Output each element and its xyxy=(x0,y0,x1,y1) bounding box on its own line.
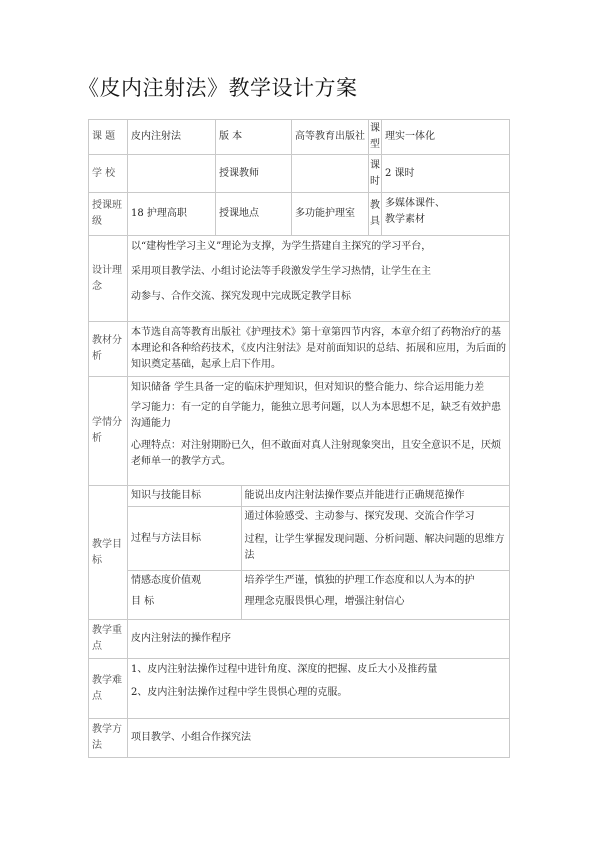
school-value xyxy=(128,155,216,193)
goal-knowledge-label: 知识与技能目标 xyxy=(128,486,241,507)
goal-process-line2: 过程，让学生掌握发现问题、分析问题、解决问题的思维方法 xyxy=(244,534,505,561)
edition-value: 高等教育出版社 xyxy=(292,120,369,155)
difficulty-item1: 1、皮内注射法操作过程中进针角度、深度的把握、皮丘大小及推药量 xyxy=(131,664,438,675)
material-label: 教材分析 xyxy=(89,322,128,377)
teacher-value xyxy=(292,155,369,193)
info-row-class xyxy=(89,193,510,236)
goal-process-label: 过程与方法目标 xyxy=(128,507,241,571)
school-label: 学 校 xyxy=(89,155,128,193)
goals-row xyxy=(89,486,510,620)
goal-process-line1: 通过体验感受、主动参与、探究发现、交流合作学习 xyxy=(244,511,475,522)
difficulty-content xyxy=(128,659,510,719)
goal-emotion-label-line2: 目 标 xyxy=(131,596,155,607)
key-row xyxy=(89,620,510,659)
method-label: 教学方法 xyxy=(89,719,128,758)
edition-label: 版 本 xyxy=(216,120,292,155)
type-label: 课型 xyxy=(369,120,382,155)
goal-emotion-text xyxy=(241,571,509,619)
key-label: 教学重点 xyxy=(89,620,128,659)
goal-emotion-row xyxy=(128,571,509,619)
difficulty-row xyxy=(89,659,510,719)
learner-label: 学情分析 xyxy=(89,377,128,486)
goal-process-row xyxy=(128,507,509,571)
learner-row xyxy=(89,377,510,486)
learner-ability: 学习能力：有一定的自学能力，能独立思考问题，以人为本思想不足，缺乏有效护患沟通能力 xyxy=(131,402,501,429)
page-title: 《皮内注射法》教学设计方案 xyxy=(78,76,358,100)
learner-psych: 心理特点：对注射期盼已久，但不敢面对真人注射现象突出，且安全意识不足，厌烦老师单一的教学方式。 xyxy=(131,440,501,467)
class-label: 授课班级 xyxy=(89,193,128,236)
place-value: 多功能护理室 xyxy=(292,193,369,236)
difficulty-item2: 2、皮内注射法操作过程中学生畏惧心理的克服。 xyxy=(131,687,348,698)
material-row xyxy=(89,322,510,377)
method-row xyxy=(89,719,510,758)
concept-row xyxy=(89,236,510,322)
tools-label: 教具 xyxy=(369,193,382,236)
goal-emotion-label xyxy=(128,571,241,619)
key-text: 皮内注射法的操作程序 xyxy=(128,620,510,659)
concept-label: 设计理念 xyxy=(89,236,128,322)
hours-value: 2 课时 xyxy=(382,155,510,193)
goal-emotion-label-line1: 情感态度价值观 xyxy=(131,575,201,586)
goal-emotion-line2: 理理念克服畏惧心理，增强注射信心 xyxy=(244,596,405,607)
difficulty-label: 教学难点 xyxy=(89,659,128,719)
class-value: 18 护理高职 xyxy=(128,193,216,236)
goals-subtable xyxy=(128,486,509,619)
concept-line2: 采用项目教学法、小组讨论法等手段激发学生学习热情，让学生在主 xyxy=(131,266,431,277)
tools-value xyxy=(382,193,510,236)
goal-emotion-line1: 培养学生严谨，慎独的护理工作态度和以人为本的护 xyxy=(244,575,475,586)
concept-line1: 以“建构性学习主义”理论为支撑，为学生搭建自主探究的学习平台， xyxy=(131,241,432,252)
goals-label: 教学目标 xyxy=(89,486,128,620)
info-row-school xyxy=(89,155,510,193)
tools-value-line1: 多媒体课件、 xyxy=(385,198,445,209)
tools-value-line2: 教学素材 xyxy=(385,214,425,225)
course-value: 皮内注射法 xyxy=(128,120,216,155)
teacher-label: 授课教师 xyxy=(216,155,292,193)
goals-subtable-cell xyxy=(128,486,510,620)
goal-knowledge-row xyxy=(128,486,509,507)
type-value: 理实一体化 xyxy=(382,120,510,155)
place-label: 授课地点 xyxy=(216,193,292,236)
method-text: 项目教学、小组合作探究法 xyxy=(128,719,510,758)
course-label: 课 题 xyxy=(89,120,128,155)
concept-line3: 动参与、合作交流、探究发现中完成既定教学目标 xyxy=(131,291,351,302)
learner-knowledge: 知识储备 学生具备一定的临床护理知识，但对知识的整合能力、综合运用能力差 xyxy=(131,382,485,393)
goal-process-text xyxy=(241,507,509,571)
goal-knowledge-text: 能说出皮内注射法操作要点并能进行正确规范操作 xyxy=(241,486,509,507)
material-text: 本节选自高等教育出版社《护理技术》第十章第四节内容，本章介绍了药物治疗的基本理论和各种给药技术，《皮内注射法》是对前面知识的总结、拓展和应用，为后面的知识奠定基础，起承上启下作用。 xyxy=(128,322,510,377)
hours-label: 课时 xyxy=(369,155,382,193)
learner-content xyxy=(128,377,510,486)
lesson-plan-table xyxy=(88,119,510,758)
concept-content xyxy=(128,236,510,322)
info-row-course xyxy=(89,120,510,155)
